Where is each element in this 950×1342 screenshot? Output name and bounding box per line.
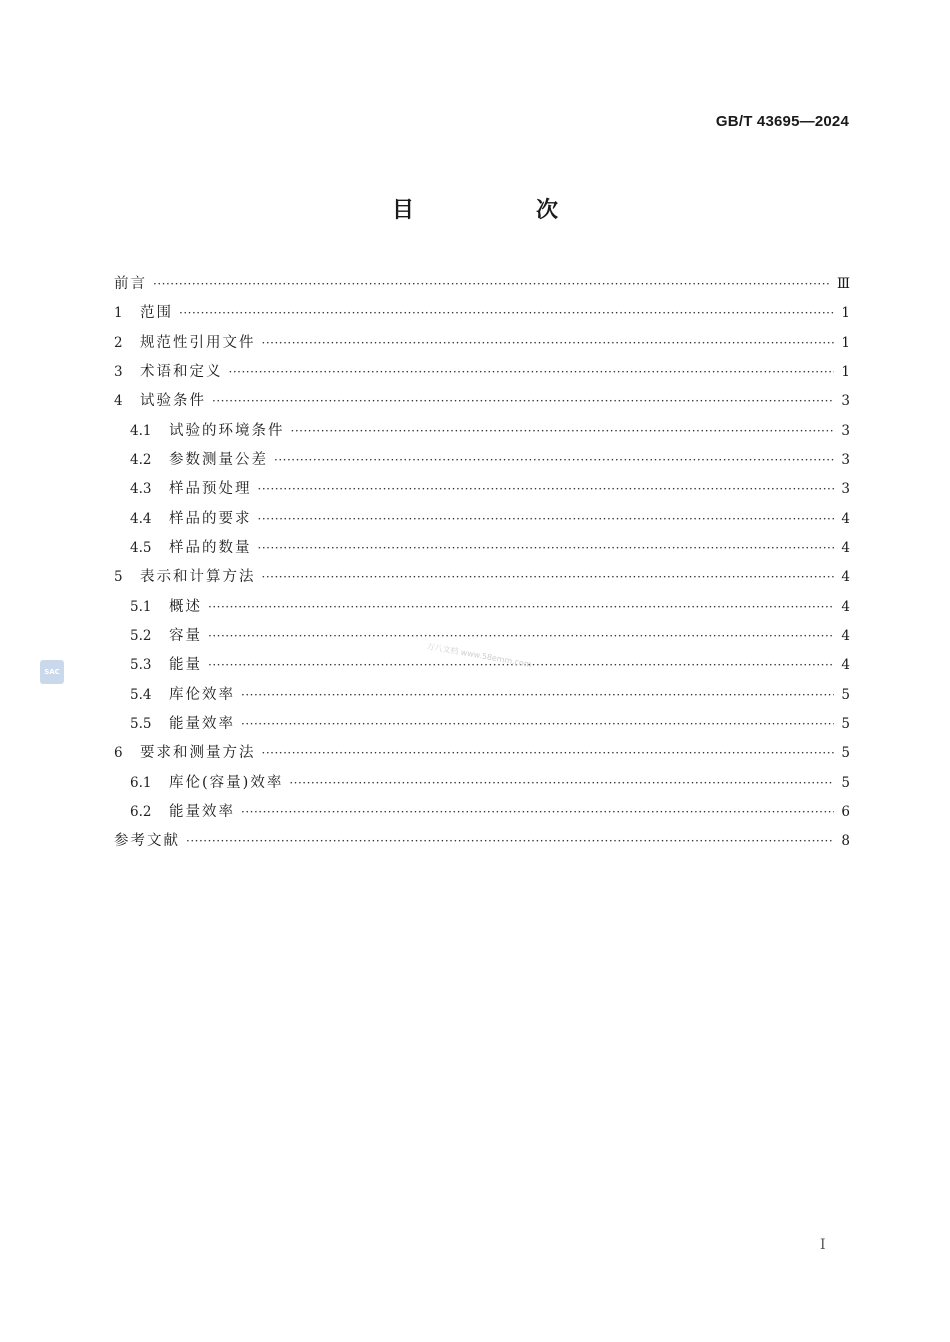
toc-dot-leader: [258, 505, 835, 534]
toc-entry-number: 6.2: [130, 803, 152, 820]
toc-entry-number: 4.4: [130, 510, 152, 527]
toc-entry-page: 1: [841, 363, 850, 380]
toc-entry[interactable]: [114, 475, 850, 504]
toc-entry-number: 5.3: [130, 657, 152, 674]
toc-entry-title: 样品预处理: [169, 481, 252, 498]
toc-dot-leader: [262, 563, 835, 592]
toc-entry[interactable]: [114, 798, 850, 827]
toc-entry-number: 3: [114, 363, 123, 380]
toc-dot-leader: [153, 270, 831, 299]
toc-entry-page: 8: [841, 833, 850, 850]
toc-entry-page: 5: [841, 774, 850, 791]
table-of-contents: [114, 270, 850, 857]
toc-entry-page: 3: [841, 422, 850, 439]
toc-entry-title: 表示和计算方法: [140, 569, 256, 586]
toc-entry-number: 2: [114, 334, 123, 351]
sac-logo-icon: SAC: [40, 660, 64, 684]
toc-entry-page: 1: [841, 334, 850, 351]
toc-entry-page: 5: [841, 715, 850, 732]
toc-dot-leader: [208, 593, 834, 622]
toc-entry-number: 4.3: [130, 481, 152, 498]
toc-entry[interactable]: [114, 593, 850, 622]
toc-dot-leader: [229, 358, 835, 387]
toc-entry-number: 4.1: [130, 422, 152, 439]
toc-dot-leader: [291, 417, 835, 446]
footer-page-number: I: [820, 1237, 826, 1253]
toc-entry-title: 能量效率: [169, 715, 235, 732]
toc-entry[interactable]: [114, 329, 850, 358]
toc-entry[interactable]: [114, 358, 850, 387]
toc-dot-leader: [262, 739, 835, 768]
standard-number: GB/T 43695—2024: [715, 113, 849, 130]
toc-dot-leader: [241, 710, 834, 739]
toc-entry-title: 能量效率: [169, 803, 235, 820]
toc-entry-title: 试验条件: [140, 393, 206, 410]
toc-entry[interactable]: [114, 563, 850, 592]
toc-entry-page: 5: [841, 686, 850, 703]
toc-entry[interactable]: [114, 505, 850, 534]
toc-entry-page: 4: [841, 598, 850, 615]
toc-entry-title: 样品的数量: [169, 539, 252, 556]
toc-entry[interactable]: [114, 446, 850, 475]
toc-entry-title: 概述: [169, 598, 202, 615]
toc-entry[interactable]: [114, 827, 850, 856]
toc-dot-leader: [212, 387, 834, 416]
toc-entry-number: 5: [114, 569, 123, 586]
toc-entry-page: Ⅲ: [836, 276, 850, 292]
toc-entry-page: 4: [841, 539, 850, 556]
toc-entry-title: 库伦效率: [169, 686, 235, 703]
toc-entry[interactable]: [114, 417, 850, 446]
toc-entry-title: 容量: [169, 627, 202, 644]
toc-entry-page: 4: [841, 569, 850, 586]
toc-entry-page: 6: [841, 803, 850, 820]
toc-entry[interactable]: [114, 769, 850, 798]
toc-entry-page: 3: [841, 481, 850, 498]
toc-entry[interactable]: [114, 534, 850, 563]
toc-entry-page: 4: [841, 510, 850, 527]
toc-entry-title: 参考文献: [114, 833, 180, 850]
toc-entry-number: 6: [114, 745, 123, 762]
toc-entry-page: 3: [841, 393, 850, 410]
toc-dot-leader: [258, 475, 835, 504]
toc-entry-title: 术语和定义: [140, 363, 223, 380]
toc-dot-leader: [179, 299, 834, 328]
watermark-text: 万八文档 www.58emm.com: [426, 641, 533, 670]
toc-entry[interactable]: [114, 387, 850, 416]
toc-entry[interactable]: [114, 710, 850, 739]
toc-entry-title: 试验的环境条件: [169, 422, 285, 439]
toc-entry-title: 参数测量公差: [169, 451, 268, 468]
toc-entry-title: 规范性引用文件: [140, 334, 256, 351]
toc-entry-number: 4.5: [130, 539, 152, 556]
toc-entry-number: 4: [114, 393, 123, 410]
toc-dot-leader: [186, 827, 834, 856]
toc-entry-number: 6.1: [130, 774, 152, 791]
toc-entry-title: 样品的要求: [169, 510, 252, 527]
toc-entry-page: 5: [841, 745, 850, 762]
toc-dot-leader: [274, 446, 834, 475]
toc-entry-page: 4: [841, 657, 850, 674]
toc-entry[interactable]: [114, 270, 850, 299]
toc-entry-title: 要求和测量方法: [140, 745, 256, 762]
toc-dot-leader: [241, 798, 834, 827]
toc-dot-leader: [241, 681, 834, 710]
toc-entry-page: 3: [841, 451, 850, 468]
toc-dot-leader: [289, 769, 834, 798]
toc-entry[interactable]: [114, 739, 850, 768]
toc-entry[interactable]: [114, 299, 850, 328]
toc-entry-number: 5.5: [130, 715, 152, 732]
toc-entry[interactable]: [114, 681, 850, 710]
toc-entry-title: 能量: [169, 657, 202, 674]
toc-entry-title: 库伦(容量)效率: [169, 774, 284, 791]
toc-entry-number: 5.2: [130, 627, 152, 644]
toc-entry-title: 范围: [140, 305, 173, 322]
toc-entry[interactable]: [114, 622, 850, 651]
toc-entry-number: 5.4: [130, 686, 152, 703]
toc-entry-number: 1: [114, 305, 123, 322]
toc-entry-number: 4.2: [130, 451, 152, 468]
toc-entry-page: 4: [841, 627, 850, 644]
toc-entry-number: 5.1: [130, 598, 152, 615]
toc-entry-page: 1: [841, 305, 850, 322]
toc-dot-leader: [258, 534, 835, 563]
toc-title: 目 次: [391, 198, 608, 223]
toc-dot-leader: [262, 329, 835, 358]
toc-dot-leader: [208, 622, 834, 651]
toc-entry-title: 前言: [114, 276, 147, 292]
